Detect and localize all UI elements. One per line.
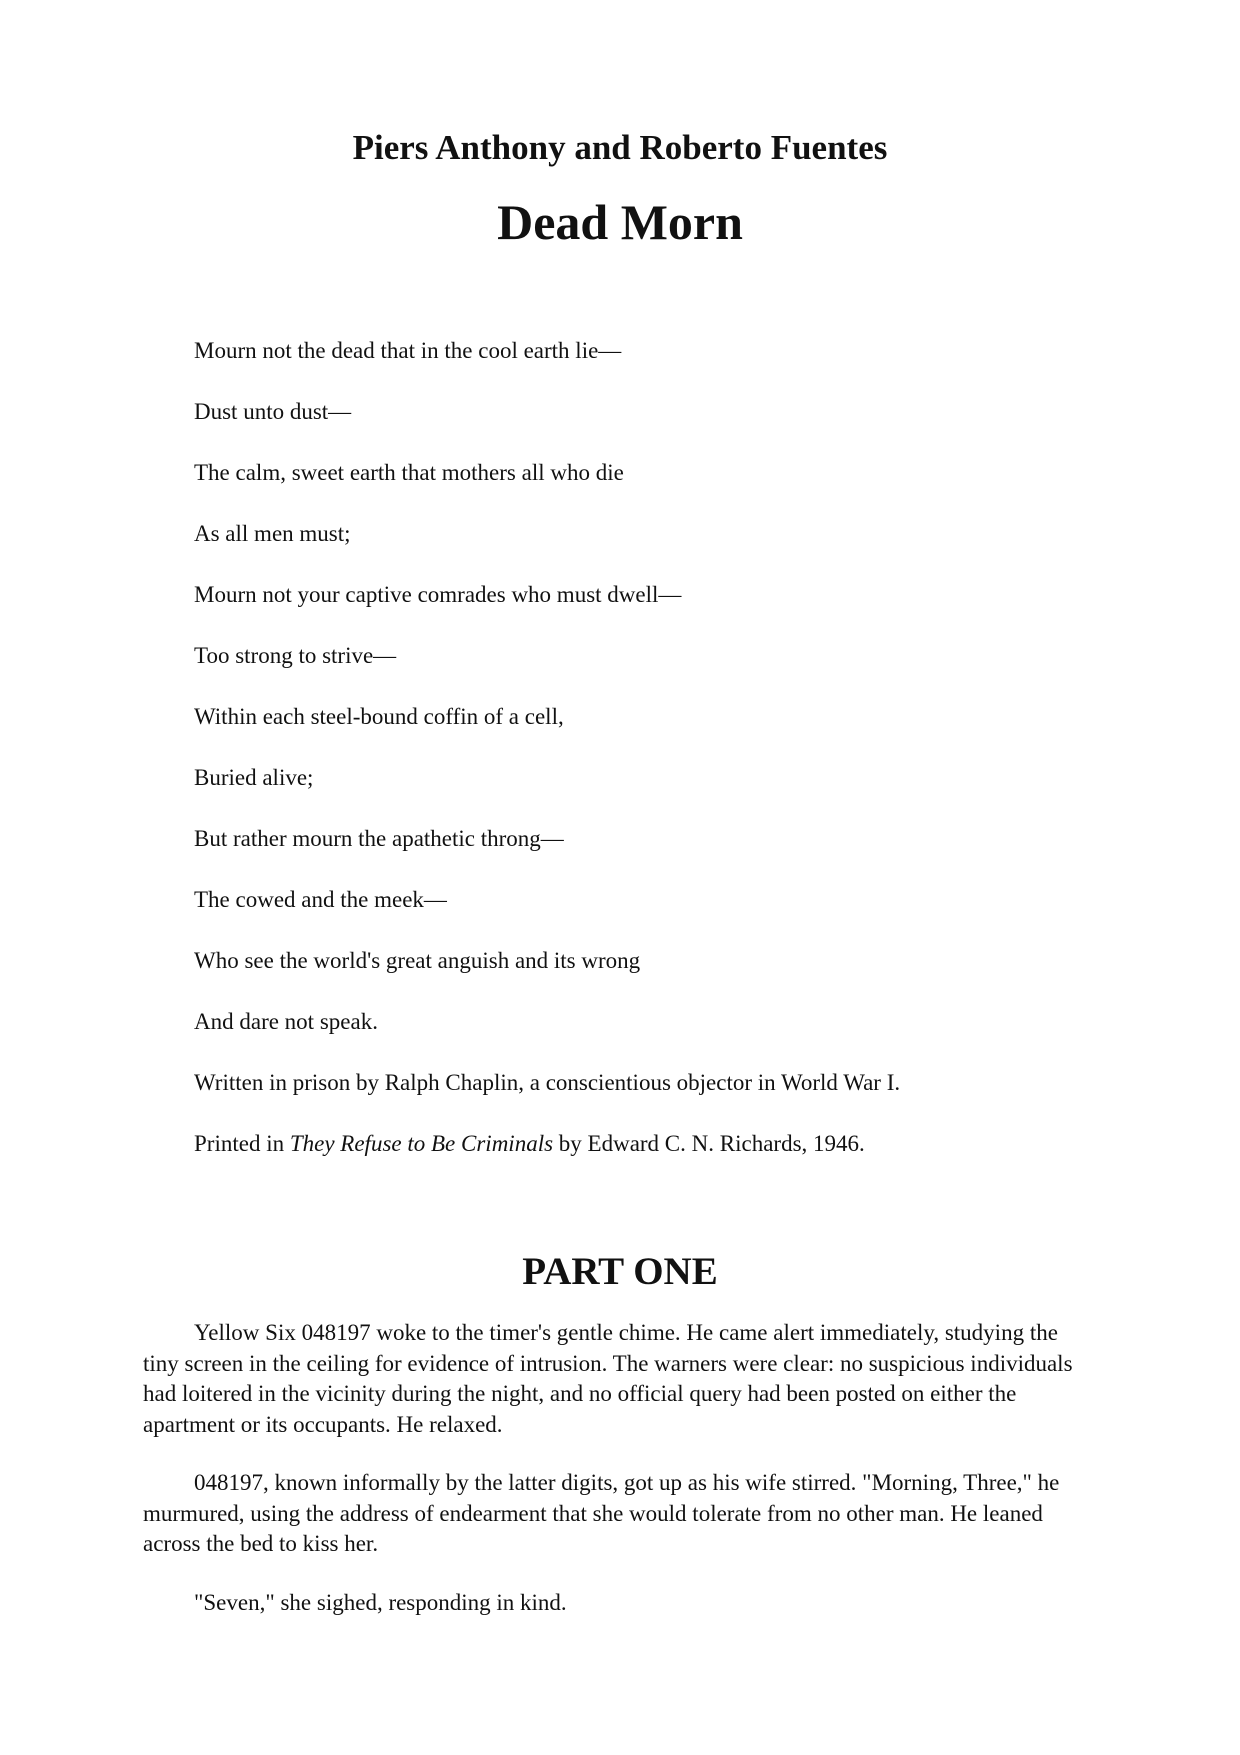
- poem-line: Mourn not your captive comrades who must dwell—: [194, 582, 682, 607]
- poem-line: And dare not speak.: [194, 1009, 378, 1034]
- poem-line: As all men must;: [194, 521, 351, 546]
- poem-line: Within each steel-bound coffin of a cell,: [194, 704, 564, 729]
- printed-suffix: by Edward C. N. Richards, 1946.: [558, 1131, 865, 1156]
- printed-book-title: They Refuse to Be Criminals: [289, 1131, 554, 1156]
- printed-prefix: Printed in: [194, 1131, 285, 1156]
- body-paragraph: 048197, known informally by the latter digits, got up as his wife stirred. "Morning, Three," he murmured, using the address of endearment that she would tolerate from no other man. He leaned across the bed to kiss her.: [143, 1470, 1060, 1556]
- epigraph-attribution: Written in prison by Ralph Chaplin, a conscientious objector in World War I.: [194, 1070, 901, 1095]
- poem-line: The cowed and the meek—: [194, 887, 447, 912]
- author-names: Piers Anthony and Roberto Fuentes: [352, 128, 888, 167]
- body-paragraph: Yellow Six 048197 woke to the timer's gentle chime. He came alert immediately, studying the tiny screen in the ceiling for evidence of intrusion. The warners were clear: no suspicious individuals had loitered in the vicinity during the night, and no official query had been posted on either the apartment or its occupants. He relaxed.: [143, 1320, 1073, 1437]
- part-heading: PART ONE: [522, 1250, 718, 1293]
- body-paragraph: "Seven," she sighed, responding in kind.: [194, 1590, 567, 1615]
- poem-line: Dust unto dust—: [194, 399, 352, 424]
- poem-line: Too strong to strive—: [194, 643, 397, 668]
- poem-line: But rather mourn the apathetic throng—: [194, 826, 564, 851]
- poem-line: Mourn not the dead that in the cool earth lie—: [194, 338, 622, 363]
- poem-line: Buried alive;: [194, 765, 314, 790]
- poem-line: Who see the world's great anguish and its wrong: [194, 948, 641, 973]
- epigraph-source: [194, 1129, 865, 1159]
- poem-line: The calm, sweet earth that mothers all who die: [194, 460, 624, 485]
- book-title: Dead Morn: [497, 194, 743, 250]
